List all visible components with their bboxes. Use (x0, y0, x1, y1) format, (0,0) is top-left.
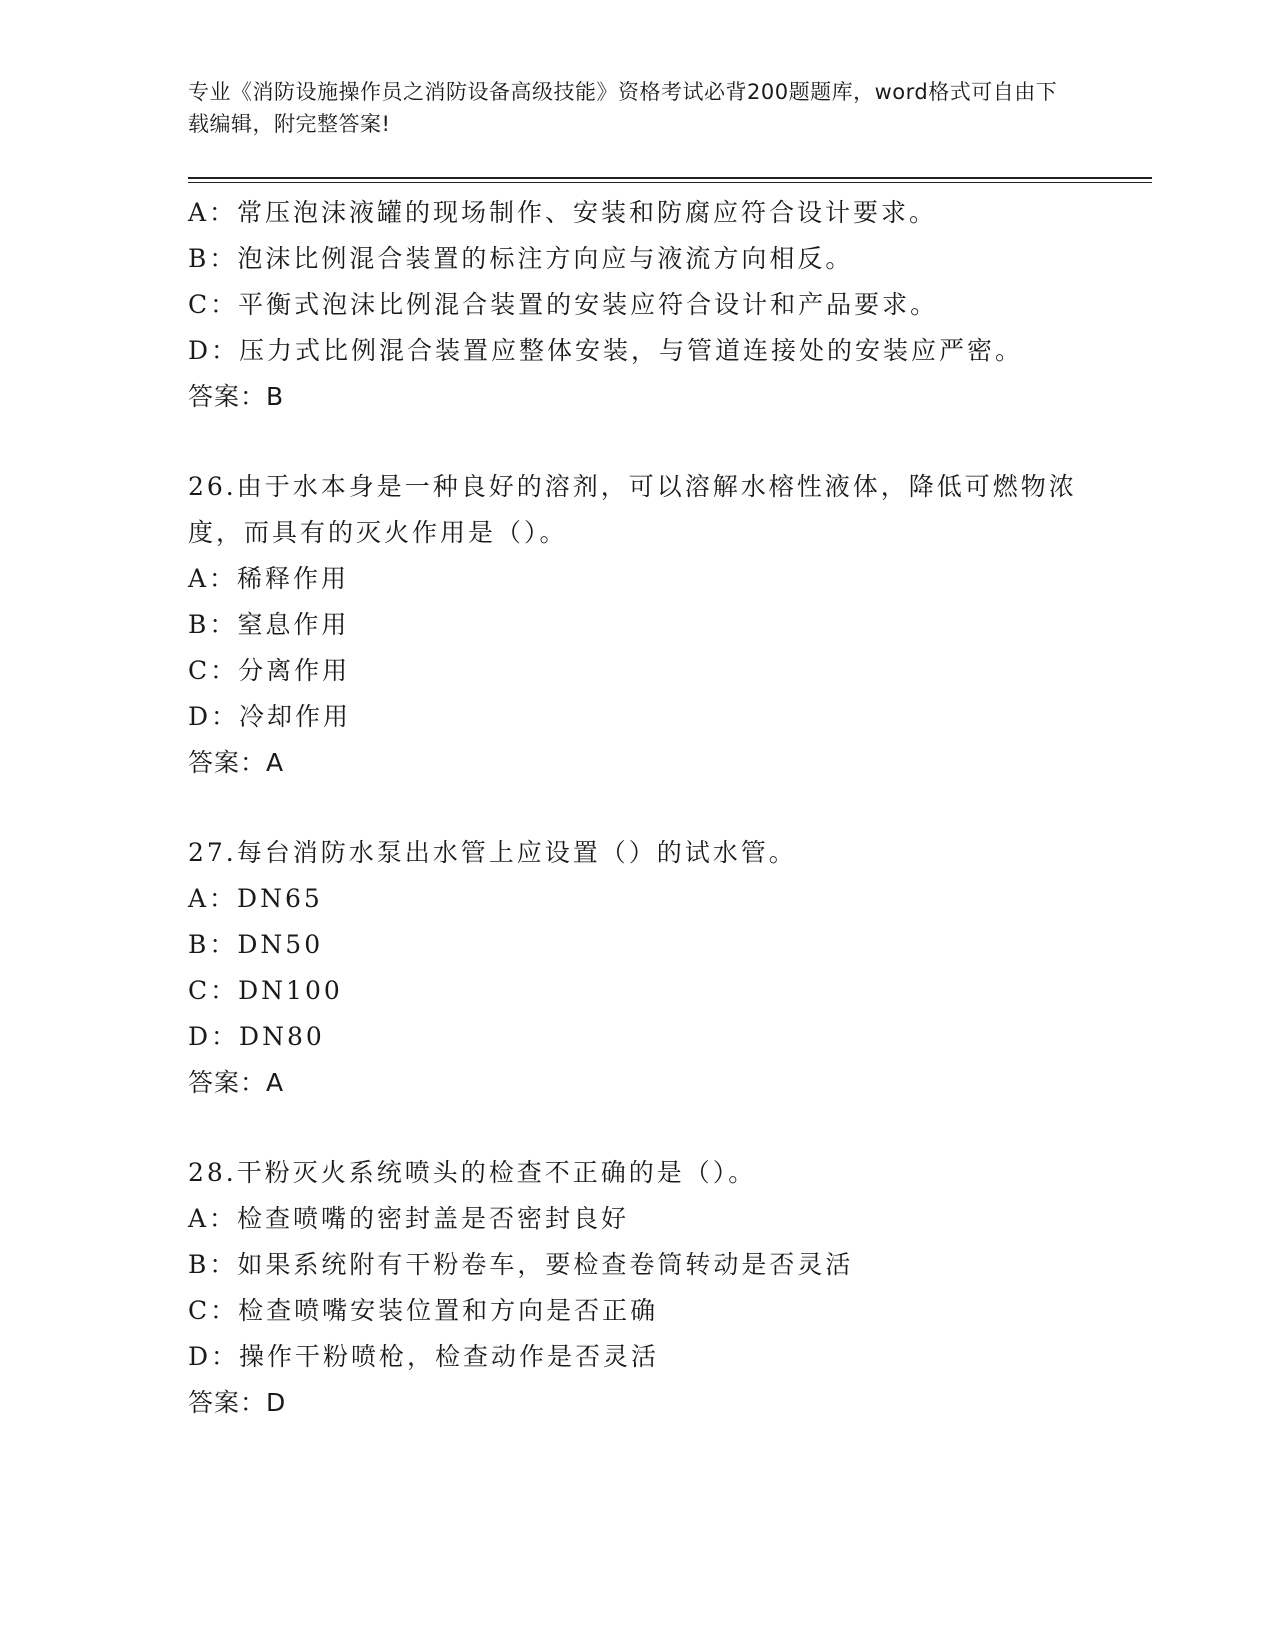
question-27 (188, 830, 1108, 1106)
option-a: A：DN65 (188, 884, 323, 913)
option-c: C：DN100 (188, 976, 343, 1005)
question-stem: 26.由于水本身是一种良好的溶剂，可以溶解水榕性液体，降低可燃物浓度，而具有的灭火作用是（）。 (188, 472, 1077, 547)
option-a: A：稀释作用 (188, 564, 350, 593)
question-stem: 28.干粉灭火系统喷头的检查不正确的是（）。 (188, 1158, 757, 1187)
option-a: A：常压泡沫液罐的现场制作、安装和防腐应符合设计要求。 (188, 198, 938, 227)
option-c: C：平衡式泡沫比例混合装置的安装应符合设计和产品要求。 (188, 290, 939, 319)
option-d: D：冷却作用 (188, 702, 352, 731)
answer: 答案：D (188, 1388, 287, 1417)
question-28 (188, 1150, 1108, 1426)
option-b: B：泡沫比例混合装置的标注方向应与液流方向相反。 (188, 244, 854, 273)
option-c: C：分离作用 (188, 656, 351, 685)
option-d: D：压力式比例混合装置应整体安装，与管道连接处的安装应严密。 (188, 336, 1024, 365)
option-d: D：DN80 (188, 1022, 325, 1051)
option-d: D：操作干粉喷枪，检查动作是否灵活 (188, 1342, 660, 1371)
option-b: B：DN50 (188, 930, 324, 959)
partial-question (188, 190, 1108, 420)
header-title: 专业《消防设施操作员之消防设备高级技能》资格考试必背200题题库，word格式可自由下载编辑，附完整答案! (188, 80, 1058, 136)
option-b: B：如果系统附有干粉卷车，要检查卷筒转动是否灵活 (188, 1250, 854, 1279)
answer: 答案：A (188, 1068, 285, 1097)
option-a: A：检查喷嘴的密封盖是否密封良好 (188, 1204, 630, 1233)
answer: 答案：B (188, 382, 285, 411)
question-list (188, 190, 1108, 1426)
header-divider-thin (188, 182, 1152, 183)
option-c: C：检查喷嘴安装位置和方向是否正确 (188, 1296, 659, 1325)
answer: 答案：A (188, 748, 285, 777)
question-stem: 27.每台消防水泵出水管上应设置（）的试水管。 (188, 838, 797, 867)
document-header (188, 76, 1068, 140)
header-divider (188, 177, 1152, 179)
question-26 (188, 464, 1108, 786)
option-b: B：窒息作用 (188, 610, 350, 639)
